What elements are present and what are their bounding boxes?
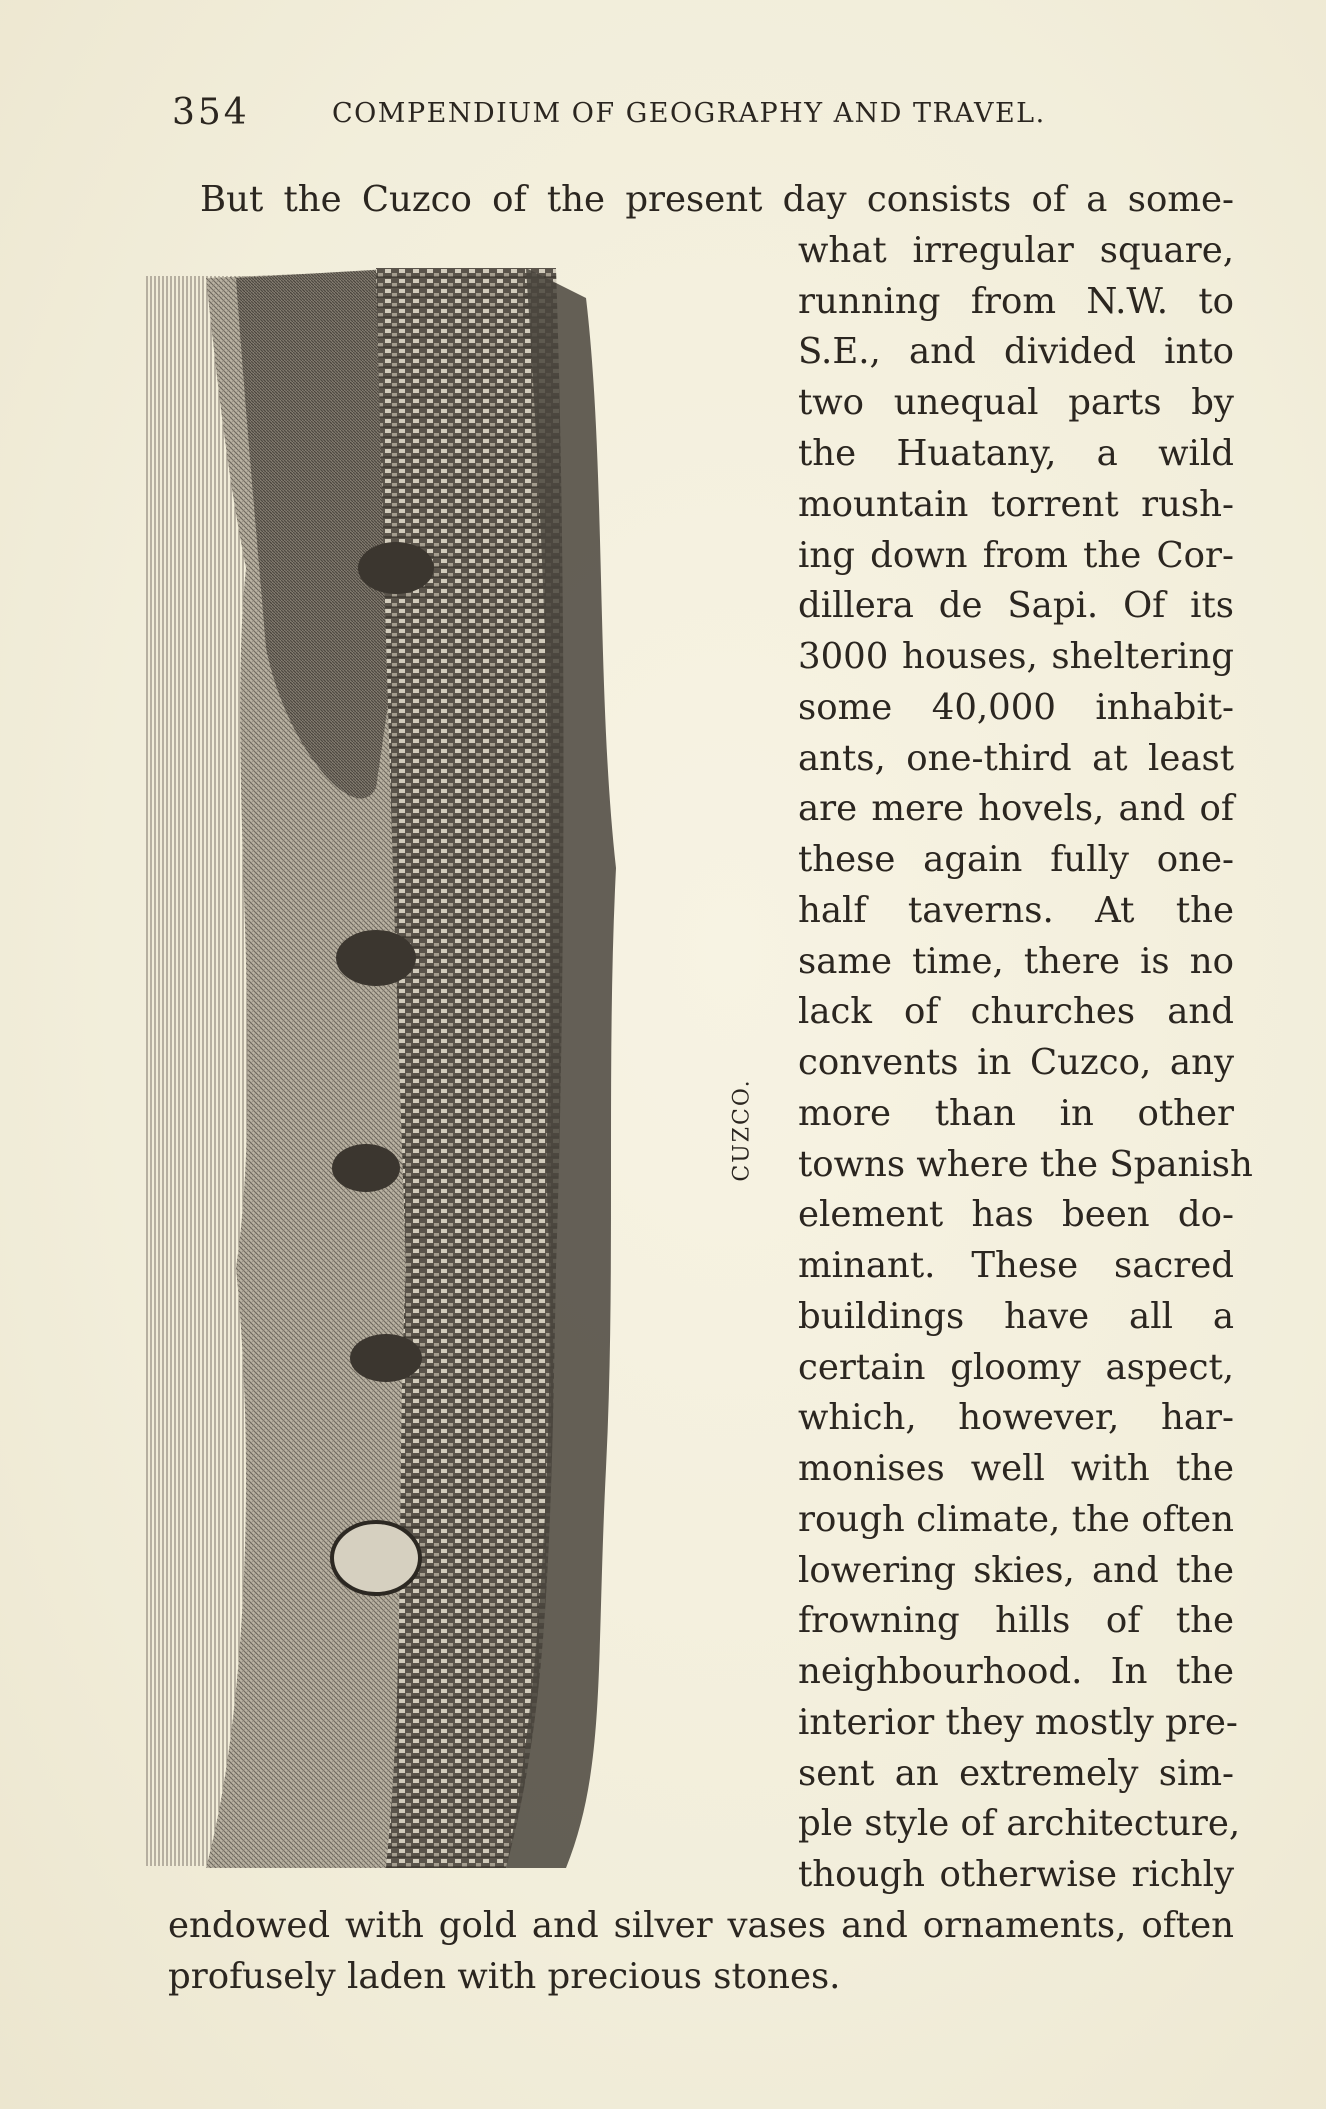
body-line: mountain torrent rush- [798,484,1234,525]
body-line: which, however, har- [798,1397,1234,1438]
body-line: 3000 houses, sheltering [798,636,1234,677]
body-line: ants, one-third at least [798,738,1234,779]
church-dome [350,1334,422,1382]
body-line: rough climate, the often [798,1499,1234,1540]
caption-text: CUZCO. [729,1078,755,1182]
body-line: are mere hovels, and of [798,788,1234,829]
cuzco-engraving [146,268,702,1874]
church-dome [358,542,434,594]
church-dome [332,1144,400,1192]
body-line: the Huatany, a wild [798,433,1234,474]
body-line: interior they mostly pre- [798,1702,1238,1743]
body-line: though otherwise richly [798,1854,1234,1895]
figure-caption [722,1070,762,1190]
page-number: 354 [172,92,250,133]
body-line: running from N.W. to [798,281,1234,322]
body-line: minant. These sacred [798,1245,1234,1286]
church-dome [336,930,416,986]
city-buildings [376,268,564,1868]
body-line: ing down from the Cor- [798,535,1234,576]
body-line: buildings have all a [798,1296,1234,1337]
body-line: some 40,000 inhabit- [798,687,1234,728]
page-header [172,92,1072,136]
body-line: S.E., and divided into [798,331,1234,372]
body-line: monises well with the [798,1448,1234,1489]
body-line: half taverns. At the [798,890,1234,931]
body-line-first: But the Cuzco of the present day consists of a some- [200,179,1234,220]
body-line: neighbourhood. In the [798,1651,1234,1692]
body-line: these again fully one- [798,839,1234,880]
body-line: more than in other [798,1093,1234,1134]
body-line: certain gloomy aspect, [798,1347,1234,1388]
body-line: lowering skies, and the [798,1550,1234,1591]
body-line-last: profusely laden with precious stones. [168,1956,841,1997]
body-line: towns where the Spanish [798,1144,1253,1185]
body-line: same time, there is no [798,941,1234,982]
running-head: COMPENDIUM OF GEOGRAPHY AND TRAVEL. [332,98,1046,129]
body-line: what irregular square, [798,230,1234,271]
body-line-full: endowed with gold and silver vases and ornaments, often [168,1905,1234,1946]
church-dome [332,1522,420,1594]
body-line: two unequal parts by [798,382,1234,423]
body-line: dillera de Sapi. Of its [798,585,1234,626]
body-line: ple style of architecture, [798,1803,1241,1844]
body-line: frowning hills of the [798,1600,1234,1641]
body-line: element has been do- [798,1194,1234,1235]
body-line: convents in Cuzco, any [798,1042,1234,1083]
body-line: lack of churches and [798,991,1234,1032]
body-line: sent an extremely sim- [798,1753,1234,1794]
